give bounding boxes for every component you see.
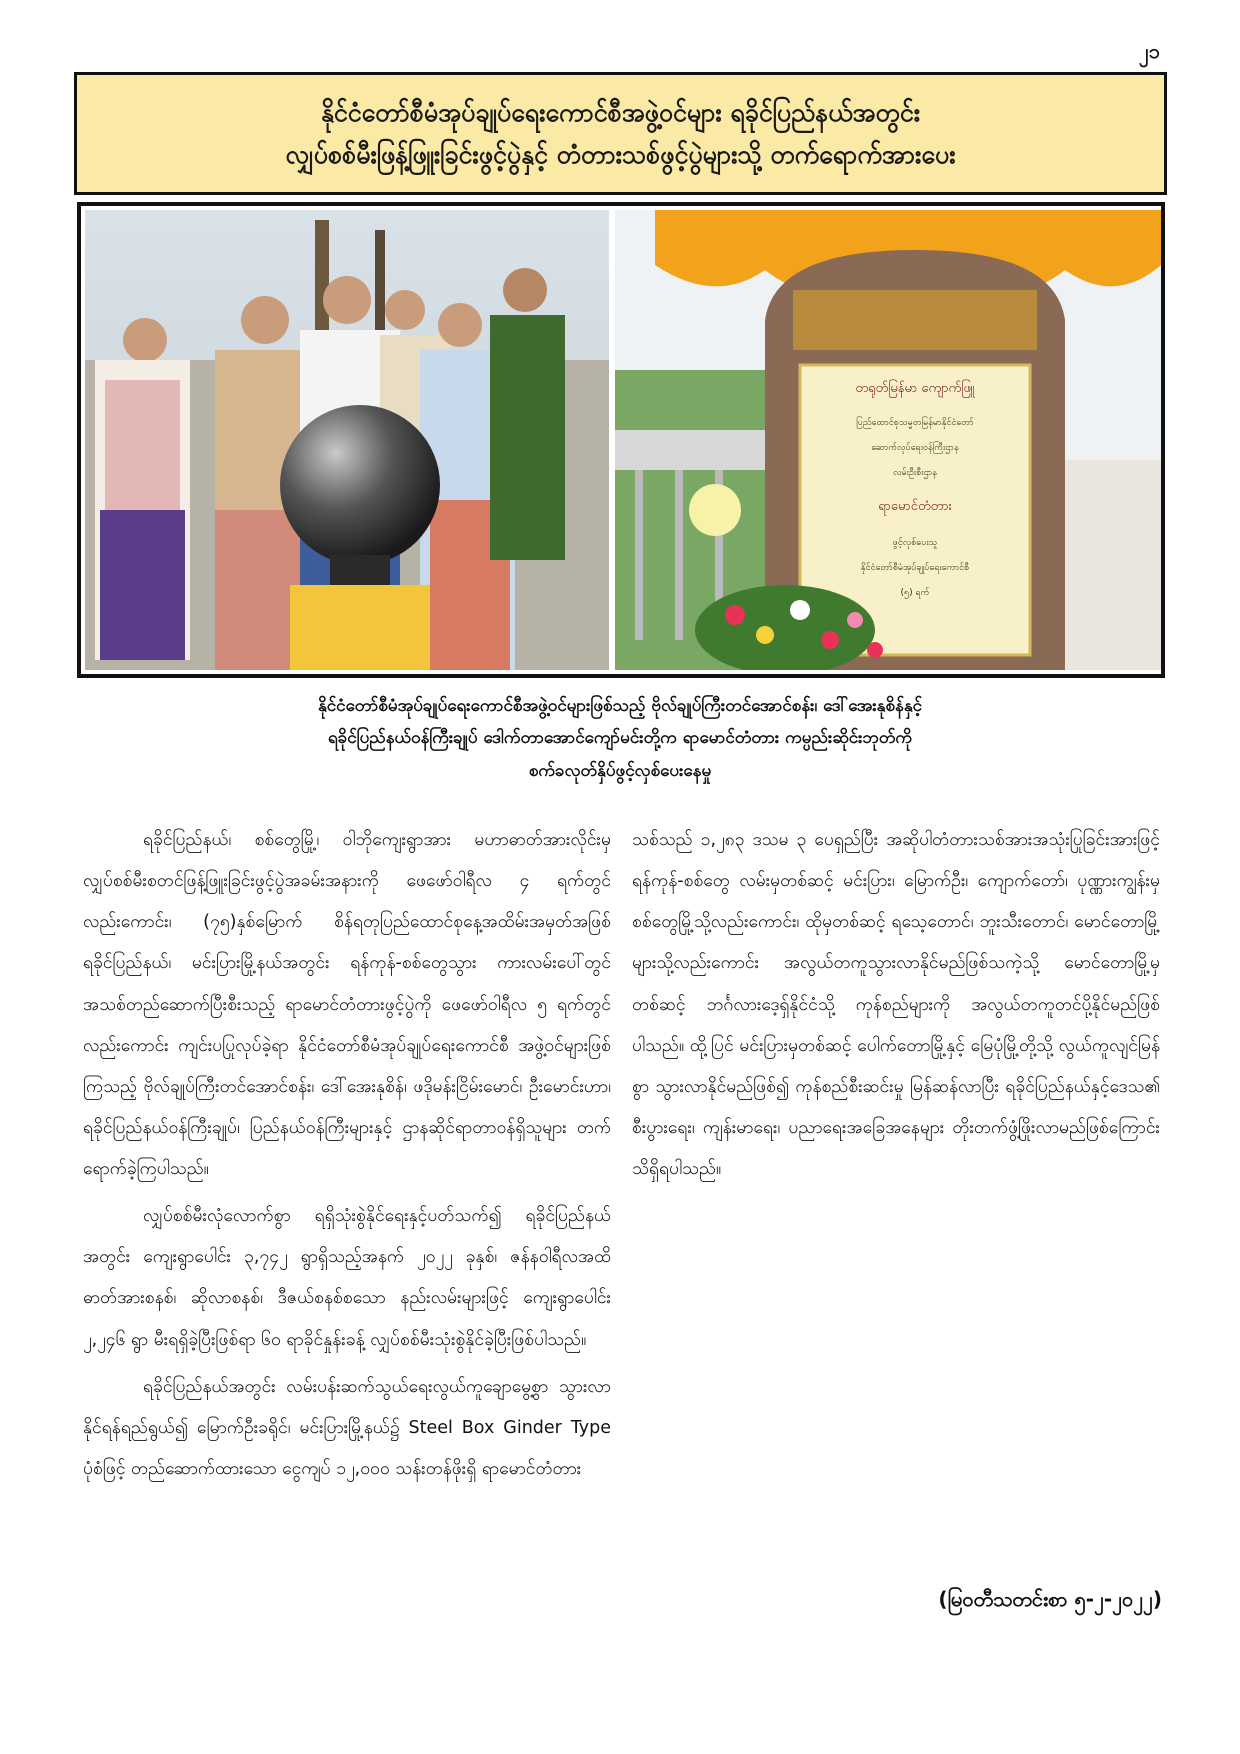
sign-line: ပြည်ထောင်စုသမ္မတမြန်မာနိုင်ငံတော် xyxy=(856,418,974,428)
page-number: ၂၁ xyxy=(1138,39,1160,63)
article-column-right xyxy=(632,820,1160,1196)
headline-line-1: နိုင်ငံတော်စီမံအုပ်ချုပ်ရေးကောင်စီအဖွဲ့ဝင်များ ရခိုင်ပြည်နယ်အတွင်း xyxy=(320,97,921,127)
sign-heading: တရုတ်မြန်မာ ကျောက်ဖြူ xyxy=(855,381,975,396)
caption-line-2: ရခိုင်ပြည်နယ်ဝန်ကြီးချုပ် ဒေါက်တာအောင်ကျော်မင်းတို့က ရာမောင်တံတား ကမ္ပည်းဆိုင်းဘုတ်ကို xyxy=(327,728,913,749)
photo-caption xyxy=(100,690,1140,787)
article-paragraph: လျှပ်စစ်မီးလုံလောက်စွာ ရရှိသုံးစွဲနိုင်ရေးနှင့်ပတ်သက်၍ ရခိုင်ပြည်နယ်အတွင်း ကျေးရွာပေါင်း ၃,၇၄၂ ရွာရှိသည့်အနက် ၂၀၂၂ ခုနှစ်၊ ဇန်နဝါရီလအထိ ဓာတ်အားစနစ်၊ ဆိုလာစနစ်၊ ဒီဇယ်စနစ်စသော နည်းလမ်းများဖြင့် ကျေးရွာပေါင်း ၂,၂၄၆ ရွာ မီးရရှိခဲ့ပြီးဖြစ်ရာ ၆၀ ရာခိုင်နှုန်းခန့် လျှပ်စစ်မီးသုံးစွဲနိုင်ခဲ့ပြီးဖြစ်ပါသည်။ xyxy=(83,1206,611,1350)
sign-line: (၅) ရက် xyxy=(900,588,930,598)
photo-bridge-plaque xyxy=(615,210,1161,670)
article-column-left xyxy=(83,820,611,1496)
sign-line: ရာမောင်တံတား xyxy=(878,499,952,514)
news-photo xyxy=(77,202,1165,678)
photo-ceremony-officials xyxy=(85,210,609,670)
article-paragraph: ရခိုင်ပြည်နယ်အတွင်း လမ်းပန်းဆက်သွယ်ရေးလွယ်ကူချောမွေ့စွာ သွားလာနိုင်ရန်ရည်ရွယ်၍ မြောက်ဦးခရိုင်၊ မင်းပြားမြို့နယ်၌ Steel Box Ginder Type ပုံစံဖြင့် တည်ဆောက်ထားသော ငွေကျပ် ၁၂,၀၀၀ သန်းတန်ဖိုးရှိ ရာမောင်တံတား xyxy=(83,1376,611,1479)
headline-line-2: လျှပ်စစ်မီးဖြန့်ဖြူးခြင်းဖွင့်ပွဲနှင့် တံတားသစ်ဖွင့်ပွဲများသို့ တက်ရောက်အားပေး xyxy=(285,139,956,169)
sign-line: ဆောက်လုပ်ရေးဝန်ကြီးဌာန xyxy=(871,443,959,453)
article-paragraph: သစ်သည် ၁,၂၈၃ ဒသမ ၃ ပေရှည်ပြီး အဆိုပါတံတားသစ်အားအသုံးပြုခြင်းအားဖြင့် ရန်ကုန်-စစ်တွေ လမ်းမှတစ်ဆင့် မင်းပြား၊ မြောက်ဦး၊ ကျောက်တော်၊ ပုဏ္ဏားကျွန်းမှ စစ်တွေမြို့သို့လည်းကောင်း၊ ထိုမှတစ်ဆင့် ရသေ့တောင်၊ ဘူးသီးတောင်၊ မောင်တောမြို့များသို့လည်းကောင်း အလွယ်တကူသွားလာနိုင်မည်ဖြစ်သကဲ့သို့ မောင်တောမြို့မှတစ်ဆင့် ဘင်္ဂလားဒေ့ရှ်နိုင်ငံသို့ ကုန်စည်များကို အလွယ်တကူတင်ပို့နိုင်မည်ဖြစ်ပါသည်။ ထို့ပြင် မင်းပြားမှတစ်ဆင့် ပေါက်တောမြို့နှင့် မြေပုံမြို့တို့သို့ လွယ်ကူလျင်မြန်စွာ သွားလာနိုင်မည်ဖြစ်၍ ကုန်စည်စီးဆင်းမှု မြန်ဆန်လာပြီး ရခိုင်ပြည်နယ်နှင့်ဒေသ၏ စီးပွားရေး၊ ကျန်းမာရေး၊ ပညာရေးအခြေအနေများ တိုးတက်ဖွံ့ဖြိုးလာမည်ဖြစ်ကြောင်း သိရှိရပါသည်။ xyxy=(632,830,1160,1179)
source-credit: (မြဝတီသတင်းစာ ၅-၂-၂၀၂၂) xyxy=(938,1587,1162,1611)
caption-line-3: စက်ခလုတ်နှိပ်ဖွင့်လှစ်ပေးနေမှု xyxy=(528,760,712,781)
sign-line: ဖွင့်လှစ်ပေးသူ xyxy=(892,538,938,548)
headline-box xyxy=(74,72,1167,195)
sign-line: နိုင်ငံတော်စီမံအုပ်ချုပ်ရေးကောင်စီ xyxy=(860,563,970,573)
caption-line-1: နိုင်ငံတော်စီမံအုပ်ချုပ်ရေးကောင်စီအဖွဲ့ဝင်များဖြစ်သည့် ဗိုလ်ချုပ်ကြီးတင်အောင်စန်း၊ ဒေါ်အေးနုစိန်နှင့် xyxy=(317,696,923,716)
article-paragraph: ရခိုင်ပြည်နယ်၊ စစ်တွေမြို့၊ ဝါဘိုကျေးရွာအား မဟာဓာတ်အားလိုင်းမှ လျှပ်စစ်မီးစတင်ဖြန့်ဖြူးခြင်းဖွင့်ပွဲအခမ်းအနားကို ဖေဖော်ဝါရီလ ၄ ရက်တွင်လည်းကောင်း၊ (၇၅)နှစ်မြောက် စိန်ရတုပြည်ထောင်စုနေ့အထိမ်းအမှတ်အဖြစ် ရခိုင်ပြည်နယ်၊ မင်းပြားမြို့နယ်အတွင်း ရန်ကုန်-စစ်တွေသွား ကားလမ်းပေါ်တွင် အသစ်တည်ဆောက်ပြီးစီးသည့် ရာမောင်တံတားဖွင့်ပွဲကို ဖေဖော်ဝါရီလ ၅ ရက်တွင်လည်းကောင်း ကျင်းပပြုလုပ်ခဲ့ရာ နိုင်ငံတော်စီမံအုပ်ချုပ်ရေးကောင်စီ အဖွဲ့ဝင်များဖြစ်ကြသည့် ဗိုလ်ချုပ်ကြီးတင်အောင်စန်း၊ ဒေါ်အေးနုစိန်၊ ဖဒိုမန်းငြိမ်းမောင်၊ ဦးမောင်းဟာ၊ ရခိုင်ပြည်နယ်ဝန်ကြီးချုပ်၊ ပြည်နယ်ဝန်ကြီးများနှင့် ဌာနဆိုင်ရာတာဝန်ရှိသူများ တက်ရောက်ခဲ့ကြပါသည်။ xyxy=(83,830,611,1179)
sign-line: လမ်းဦးစီးဌာန xyxy=(893,468,937,478)
